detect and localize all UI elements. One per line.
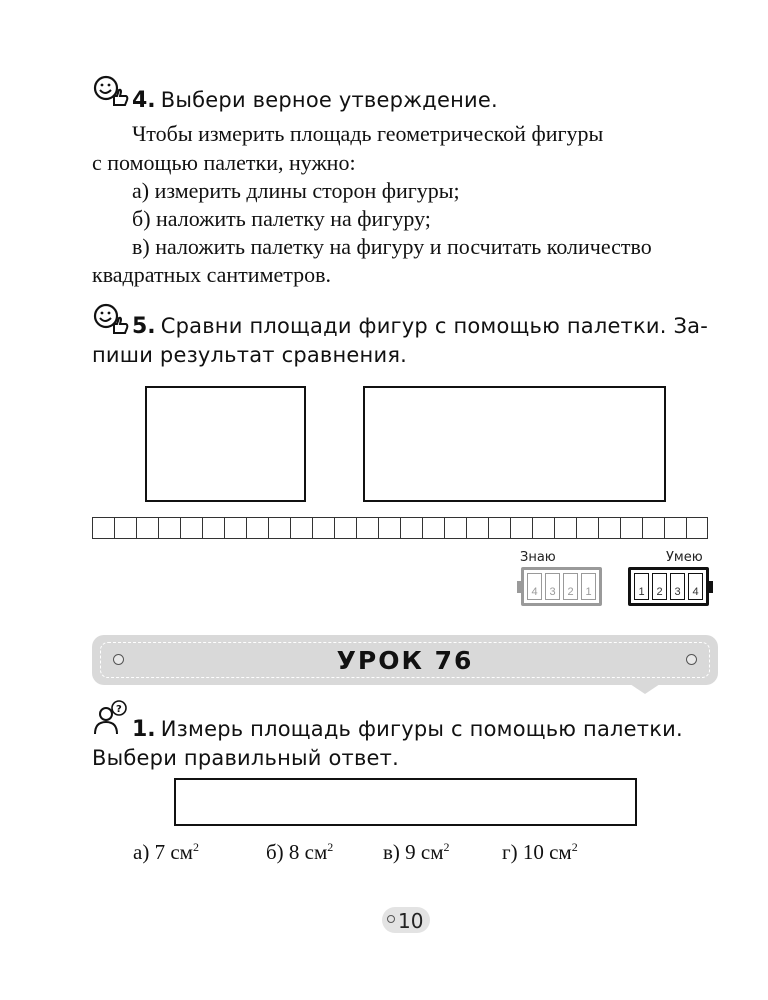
figure-rectangle — [363, 386, 666, 502]
grid-ruler — [92, 517, 708, 539]
can-cell[interactable]: 4 — [688, 573, 703, 600]
ruler-cell — [510, 517, 532, 539]
smiley-thumbs-up-icon — [92, 74, 130, 108]
answer-b[interactable]: б) 8 $см^2$ — [266, 840, 334, 864]
ruler-cell — [224, 517, 246, 539]
task4-line-2: с помощью палетки, нужно: — [92, 150, 356, 175]
task4-number: 4. — [132, 88, 156, 113]
ruler-cell — [532, 517, 554, 539]
svg-text:?: ? — [116, 704, 122, 715]
ruler-cell — [642, 517, 664, 539]
know-label: Знаю — [520, 550, 556, 565]
page-number: 10 — [398, 909, 424, 933]
task1-title-line1: Измерь площадь фигуры с помощью палетки. — [160, 717, 683, 741]
task5-title-line2: пиши результат сравнения. — [92, 343, 408, 367]
know-cell[interactable]: 1 — [581, 573, 596, 600]
task4-option-c: в) наложить палетку на фигуру и посчитать количество — [132, 234, 652, 259]
task5-title-line1: Сравни площади фигур с помощью палетки. За- — [160, 314, 708, 338]
ruler-cell — [664, 517, 686, 539]
ruler-cell — [334, 517, 356, 539]
ruler-cell — [444, 517, 466, 539]
answer-a[interactable]: а) 7 $см^2$ — [133, 840, 199, 864]
ruler-cell — [92, 517, 114, 539]
task1-number: 1. — [132, 717, 156, 742]
ruler-cell — [158, 517, 180, 539]
ruler-cell — [136, 517, 158, 539]
smiley-thumbs-up-icon — [92, 302, 130, 336]
page-number-badge — [382, 907, 430, 933]
ruler-cell — [180, 517, 202, 539]
can-battery-icon — [628, 567, 713, 606]
ruler-cell — [378, 517, 400, 539]
task4-option-b: б) наложить палетку на фигуру; — [132, 206, 431, 231]
ruler-cell — [202, 517, 224, 539]
ruler-cell — [312, 517, 334, 539]
ruler-cell — [488, 517, 510, 539]
ruler-cell — [686, 517, 708, 539]
task1-title-line2: Выбери правильный ответ. — [92, 746, 399, 770]
task1-heading — [132, 717, 683, 742]
task4-heading — [132, 88, 498, 113]
ruler-cell — [422, 517, 444, 539]
answer-c[interactable]: в) 9 $см^2$ — [383, 840, 450, 864]
task4-option-c-cont: квадратных сантиметров. — [92, 262, 332, 287]
ruler-cell — [268, 517, 290, 539]
task4-line-1: Чтобы измерить площадь геометрической фигуры — [132, 121, 604, 146]
know-cell[interactable]: 4 — [527, 573, 542, 600]
banner-tab — [630, 684, 660, 694]
ruler-cell — [356, 517, 378, 539]
can-cell[interactable]: 2 — [652, 573, 667, 600]
figure-square — [145, 386, 306, 502]
know-cell[interactable]: 2 — [563, 573, 578, 600]
answer-options — [133, 840, 578, 865]
know-cell[interactable]: 3 — [545, 573, 560, 600]
ruler-cell — [554, 517, 576, 539]
can-cell[interactable]: 3 — [670, 573, 685, 600]
ruler-cell — [576, 517, 598, 539]
ruler-cell — [620, 517, 642, 539]
task4-title: Выбери верное утверждение. — [160, 88, 498, 112]
can-label: Умею — [666, 550, 703, 565]
lesson-title: УРОК 76 — [336, 646, 474, 675]
ruler-cell — [290, 517, 312, 539]
person-question-icon — [92, 700, 130, 736]
figure-long-rectangle — [174, 778, 637, 826]
answer-d[interactable]: г) 10 $см^2$ — [502, 840, 578, 864]
can-cell[interactable]: 1 — [634, 573, 649, 600]
ruler-cell — [114, 517, 136, 539]
lesson-banner — [92, 635, 718, 685]
ruler-cell — [466, 517, 488, 539]
dot-icon — [387, 915, 395, 923]
task5-number: 5. — [132, 314, 156, 339]
know-battery-icon — [517, 567, 602, 606]
task5-heading — [132, 314, 708, 339]
ruler-cell — [246, 517, 268, 539]
ruler-cell — [400, 517, 422, 539]
ruler-cell — [598, 517, 620, 539]
task4-option-a: а) измерить длины сторон фигуры; — [132, 178, 460, 203]
